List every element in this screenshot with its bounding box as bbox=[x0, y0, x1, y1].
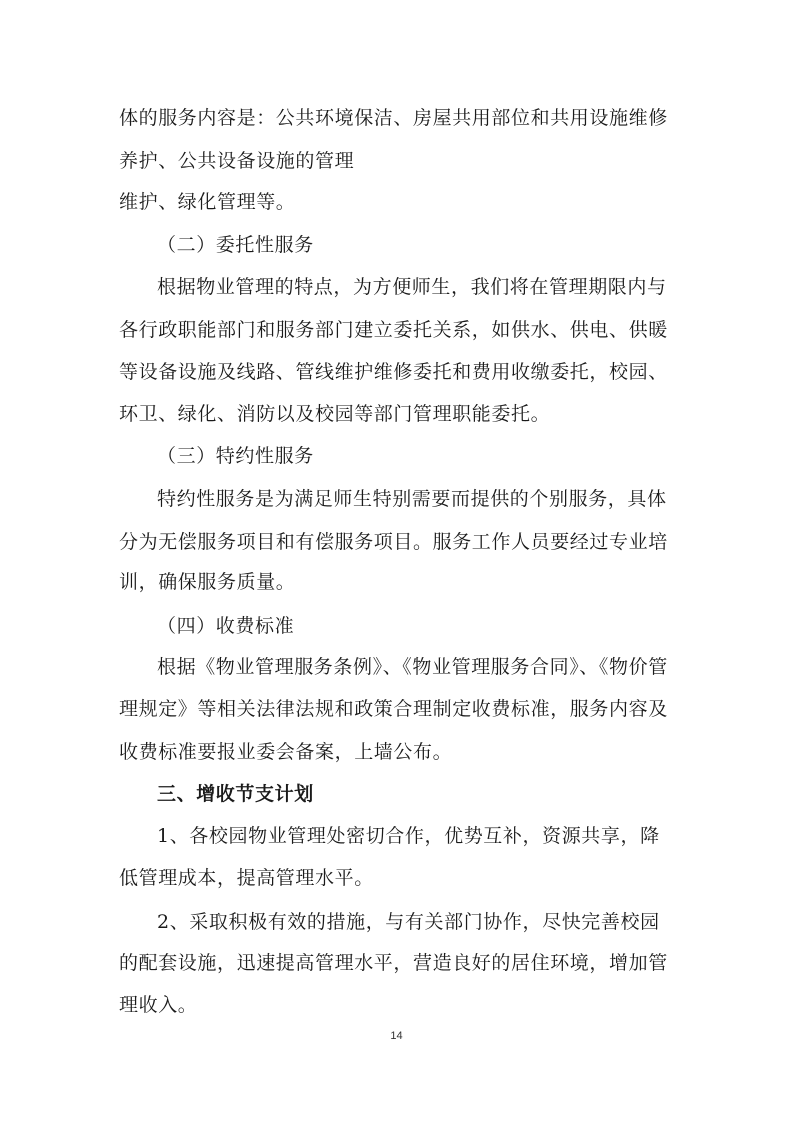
section-heading-fee-standard: （四）收费标准 bbox=[157, 615, 295, 637]
paragraph-line: 分为无偿服务项目和有偿服务项目。服务工作人员要经过专业培 bbox=[119, 531, 668, 553]
paragraph-line: 1、各校园物业管理处密切合作，优势互补，资源共享，降 bbox=[157, 825, 660, 847]
paragraph-line: 特约性服务是为满足师生特别需要而提供的个别服务，具体 bbox=[157, 488, 667, 510]
paragraph-line: 环卫、绿化、消防以及校园等部门管理职能委托。 bbox=[119, 403, 551, 425]
paragraph-line: 理收入。 bbox=[119, 994, 198, 1016]
paragraph-line: 根据《物业管理服务条例》、《物业管理服务合同》、《物价管 bbox=[157, 656, 668, 678]
paragraph-line: 训，确保服务质量。 bbox=[119, 571, 296, 593]
paragraph-line: 2、采取积极有效的措施，与有关部门协作，尽快完善校园 bbox=[157, 911, 660, 933]
paragraph-line: 体的服务内容是：公共环境保洁、房屋共用部位和共用设施维修 bbox=[119, 107, 668, 129]
paragraph-line: 根据物业管理的特点，为方便师生，我们将在管理期限内与 bbox=[157, 276, 667, 298]
paragraph-line: 等设备设施及线路、管线维护维修委托和费用收缴委托，校园、 bbox=[119, 361, 668, 383]
paragraph-line: 收费标准要报业委会备案，上墙公布。 bbox=[119, 741, 453, 763]
page-number: 14 bbox=[390, 1030, 403, 1042]
paragraph-line: 的配套设施，迅速提高管理水平，营造良好的居住环境，增加管 bbox=[119, 952, 668, 974]
paragraph-line: 低管理成本，提高管理水平。 bbox=[119, 867, 374, 889]
section-heading-cost-plan: 三、增收节支计划 bbox=[157, 783, 314, 805]
paragraph-line: 养护、公共设备设施的管理 bbox=[119, 150, 355, 172]
paragraph-line: 各行政职能部门和服务部门建立委托关系，如供水、供电、供暖 bbox=[119, 319, 668, 341]
section-heading-special-service: （三）特约性服务 bbox=[157, 445, 314, 467]
paragraph-line: 维护、绿化管理等。 bbox=[119, 191, 296, 213]
paragraph-line: 理规定》等相关法律法规和政策合理制定收费标准，服务内容及 bbox=[119, 698, 668, 720]
section-heading-commissioned-service: （二）委托性服务 bbox=[157, 234, 314, 256]
